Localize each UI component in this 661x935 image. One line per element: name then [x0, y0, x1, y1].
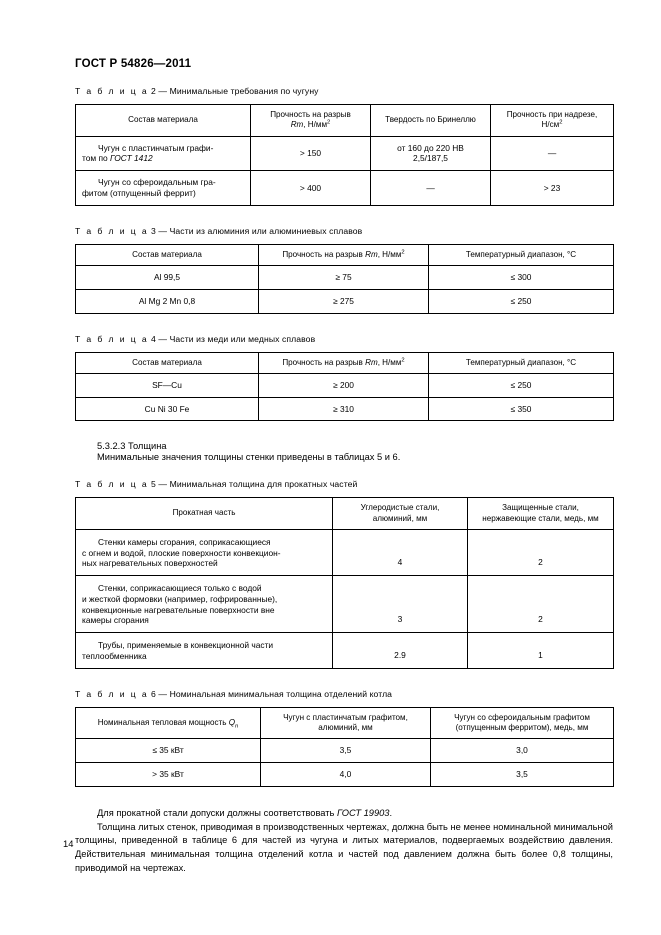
closing-p1-post: .	[389, 807, 393, 818]
table-row	[76, 739, 614, 763]
table5-r2-part-line2: теплообменника	[82, 650, 147, 661]
table6-header-spheroidal-line2: (отпущенным ферритом), медь, мм	[455, 723, 589, 733]
table-row	[76, 289, 614, 313]
table5-r1-part-line3: конвекционные нагревательные поверхности вне	[82, 604, 275, 615]
table2-caption-title: Минимальные требования по чугуну	[169, 86, 319, 96]
table4-header-material: Состав материала	[76, 352, 259, 373]
page-number: 14	[63, 838, 74, 849]
table6-r1-power: > 35 кВт	[76, 763, 261, 787]
section-heading: 5.3.2.3 Толщина	[97, 441, 167, 452]
table6-header-nominal-power	[76, 707, 261, 739]
table6-r0-spheroidal: 3,0	[431, 739, 614, 763]
table4-r0-material: SF—Cu	[76, 373, 259, 397]
table5-header-protected-steel	[468, 498, 614, 530]
table6-header-row	[76, 707, 614, 739]
table3-header-tensile-strength	[259, 244, 429, 265]
table-4	[75, 352, 614, 422]
table4-header-tensile-pre: Прочность на разрыв	[282, 357, 366, 367]
table2-r0-material	[76, 136, 251, 171]
table-row	[76, 373, 614, 397]
table4-header-tensile-units: , Н/мм	[377, 357, 402, 367]
table-row	[76, 763, 614, 787]
table5-r1-carbon: 3	[333, 576, 468, 633]
table5-header-row	[76, 498, 614, 530]
table3-caption	[75, 226, 613, 236]
table4-header-row	[76, 352, 614, 373]
table5-header-carbon-line1: Углеродистые стали,	[360, 503, 440, 513]
closing-paragraph-1	[75, 807, 613, 821]
table2-header-tensile-symbol: Rm	[290, 120, 304, 130]
table4-r1-strength: ≥ 310	[259, 397, 429, 421]
table5-r2-part-line1: Трубы, применяемые в конвекционной части	[98, 640, 274, 651]
table6-header-power-subscript: n	[235, 723, 239, 730]
table6-header-lamellar-line2: алюминий, мм	[318, 723, 373, 733]
table5-caption	[75, 479, 613, 489]
table4-caption-number: 4	[151, 333, 156, 344]
table6-header-power-text: Номинальная тепловая мощность	[97, 717, 229, 727]
table5-r0-part	[76, 529, 333, 575]
table4-header-tensile-strength	[259, 352, 429, 373]
table6-caption-dash: —	[158, 688, 168, 699]
table5-r0-part-line3: ных нагревательных поверхностей	[82, 558, 218, 569]
table5-r0-part-line1: Стенки камеры сгорания, соприкасающиеся	[98, 536, 271, 547]
table6-header-lamellar-graphite	[261, 707, 431, 739]
table2-r0-material-line1: Чугун с пластинчатым графи-	[98, 142, 214, 153]
table2-r1-strength: > 400	[251, 171, 371, 206]
table6-header-power-symbol: Q	[228, 717, 236, 727]
table5-r1-part	[76, 576, 333, 633]
table4-r1-temperature: ≤ 350	[429, 397, 614, 421]
table-6	[75, 707, 614, 787]
table6-header-lamellar-line1: Чугун с пластинчатым графитом,	[283, 712, 408, 722]
table6-r1-spheroidal: 3,5	[431, 763, 614, 787]
table5-r2-protected: 1	[468, 633, 614, 669]
table2-header-notch-strength	[491, 105, 614, 137]
table-2	[75, 104, 614, 206]
table5-caption-prefix: Т а б л и ц а	[75, 479, 149, 490]
table5-header-carbon-steel	[333, 498, 468, 530]
table2-r0-material-ref: ГОСТ 1412	[110, 153, 153, 164]
table6-caption	[75, 689, 613, 699]
table2-header-material: Состав материала	[76, 105, 251, 137]
table6-caption-title: Номинальная минимальная толщина отделений котла	[169, 688, 393, 699]
table5-header-protected-line2: нержавеющие стали, медь, мм	[482, 513, 599, 523]
table5-caption-title: Минимальная толщина для прокатных частей	[169, 479, 358, 490]
table4-r1-material: Cu Ni 30 Fe	[76, 397, 259, 421]
table5-r1-part-line1: Стенки, соприкасающиеся только с водой	[98, 583, 262, 594]
document-header: ГОСТ Р 54826—2011	[75, 58, 192, 70]
table5-r1-part-line4: камеры сгорания	[82, 615, 149, 626]
table-row	[76, 171, 614, 206]
table3-caption-number: 3	[151, 225, 156, 236]
table6-header-spheroidal-line1: Чугун со сфероидальным графитом	[454, 712, 590, 722]
table4-caption-prefix: Т а б л и ц а	[75, 333, 149, 344]
table3-header-temperature: Температурный диапазон, °С	[429, 244, 614, 265]
table2-r1-material-line1: Чугун со сфероидальным гра-	[98, 177, 216, 188]
table5-r0-carbon: 4	[333, 529, 468, 575]
table5-r2-part	[76, 633, 333, 669]
table2-r0-material-line2: том по	[82, 153, 111, 164]
table2-header-tensile-strength	[251, 105, 371, 137]
table-row	[76, 529, 614, 575]
table-5	[75, 497, 614, 668]
table-row	[76, 266, 614, 290]
table2-r0-hardness-line1: от 160 до 220 HB	[397, 142, 464, 153]
table2-r0-strength: > 150	[251, 136, 371, 171]
table3-caption-title: Части из алюминия или алюминиевых сплавов	[169, 225, 363, 236]
table3-header-tensile-pre: Прочность на разрыв	[282, 249, 366, 259]
document-body	[75, 86, 613, 876]
table2-caption	[75, 86, 613, 96]
table3-header-tensile-symbol: Rm	[365, 249, 378, 259]
closing-p1-pre: Для прокатной стали допуски должны соответствовать	[97, 807, 337, 818]
table3-r1-strength: ≥ 275	[259, 289, 429, 313]
table-3	[75, 244, 614, 314]
section-intro: Минимальные значения толщины стенки приведены в таблицах 5 и 6.	[97, 452, 401, 463]
table2-r0-hardness-line2: 2,5/187,5	[413, 153, 448, 164]
table5-caption-dash: —	[158, 479, 168, 490]
table4-header-temperature: Температурный диапазон, °С	[429, 352, 614, 373]
table5-r2-carbon: 2.9	[333, 633, 468, 669]
table4-caption-dash: —	[158, 333, 168, 344]
closing-p1-reference: ГОСТ 19903	[336, 807, 390, 818]
table-row	[76, 397, 614, 421]
table2-caption-prefix: Т а б л и ц а	[75, 86, 149, 96]
table2-header-row	[76, 105, 614, 137]
closing-paragraph-2: Толщина литых стенок, приводимая в производственных чертежах, должна быть не менее номинальной минимальной толщины, приведенной в таблице 6 для частей из чугуна и литых материалов, подвергаемых воздействию давления. Действительная минимальная толщина отделений котла и частей под давлением должна быть более 0,8 толщины, приводимой на чертежах.	[75, 821, 613, 873]
table3-r0-strength: ≥ 75	[259, 266, 429, 290]
table2-r1-material	[76, 171, 251, 206]
table5-r1-part-line2: и жесткой формовки (например, гофрированные),	[82, 593, 278, 604]
table2-header-tensile-line1: Прочность на разрыв	[270, 110, 351, 119]
table5-header-part: Прокатная часть	[76, 498, 333, 530]
table-row	[76, 576, 614, 633]
table5-header-protected-line1: Защищенные стали,	[502, 503, 579, 513]
table5-caption-number: 5	[151, 479, 156, 490]
table3-r0-temperature: ≤ 300	[429, 266, 614, 290]
table2-r1-notch: > 23	[491, 171, 614, 206]
table4-header-tensile-symbol: Rm	[365, 357, 378, 367]
table2-r0-hardness	[371, 136, 491, 171]
table3-caption-dash: —	[158, 225, 168, 236]
table6-r1-lamellar: 4,0	[261, 763, 431, 787]
table6-r0-lamellar: 3,5	[261, 739, 431, 763]
table6-caption-prefix: Т а б л и ц а	[75, 688, 149, 699]
table2-r1-material-line2: фитом (отпущенный феррит)	[82, 187, 196, 198]
table5-r0-part-line2: с огнем и водой, плоские поверхности конвекцион-	[82, 547, 281, 558]
table3-caption-prefix: Т а б л и ц а	[75, 225, 149, 236]
table3-header-tensile-sup: 2	[401, 249, 405, 256]
table3-header-material: Состав материала	[76, 244, 259, 265]
table-row	[76, 633, 614, 669]
table2-caption-dash: —	[158, 86, 168, 96]
table4-r0-strength: ≥ 200	[259, 373, 429, 397]
table2-header-tensile-sup: 2	[327, 119, 331, 126]
table6-r0-power: ≤ 35 кВт	[76, 739, 261, 763]
table6-header-spheroidal-graphite	[431, 707, 614, 739]
table6-caption-number: 6	[151, 688, 156, 699]
table-row	[76, 136, 614, 171]
table5-r0-protected: 2	[468, 529, 614, 575]
table2-header-notch-line1: Прочность при надрезе,	[506, 110, 598, 119]
table5-header-carbon-line2: алюминий, мм	[372, 513, 428, 523]
table3-header-row	[76, 244, 614, 265]
table2-header-notch-sup: 2	[559, 119, 563, 126]
table3-r1-material: Al Mg 2 Mn 0,8	[76, 289, 259, 313]
table2-caption-number: 2	[151, 86, 156, 96]
table2-header-tensile-units: , Н/мм	[303, 120, 328, 130]
table3-r0-material: Al 99,5	[76, 266, 259, 290]
table3-header-tensile-units: , Н/мм	[377, 249, 402, 259]
table5-r1-protected: 2	[468, 576, 614, 633]
table4-header-tensile-sup: 2	[401, 356, 405, 363]
table3-r1-temperature: ≤ 250	[429, 289, 614, 313]
table4-caption	[75, 334, 613, 344]
table2-header-brinell: Твердость по Бринеллю	[371, 105, 491, 137]
table2-r0-notch: —	[491, 136, 614, 171]
table4-r0-temperature: ≤ 250	[429, 373, 614, 397]
table2-r1-hardness: —	[371, 171, 491, 206]
table4-caption-title: Части из меди или медных сплавов	[169, 333, 316, 344]
table2-header-notch-line2: Н/см	[541, 120, 560, 130]
